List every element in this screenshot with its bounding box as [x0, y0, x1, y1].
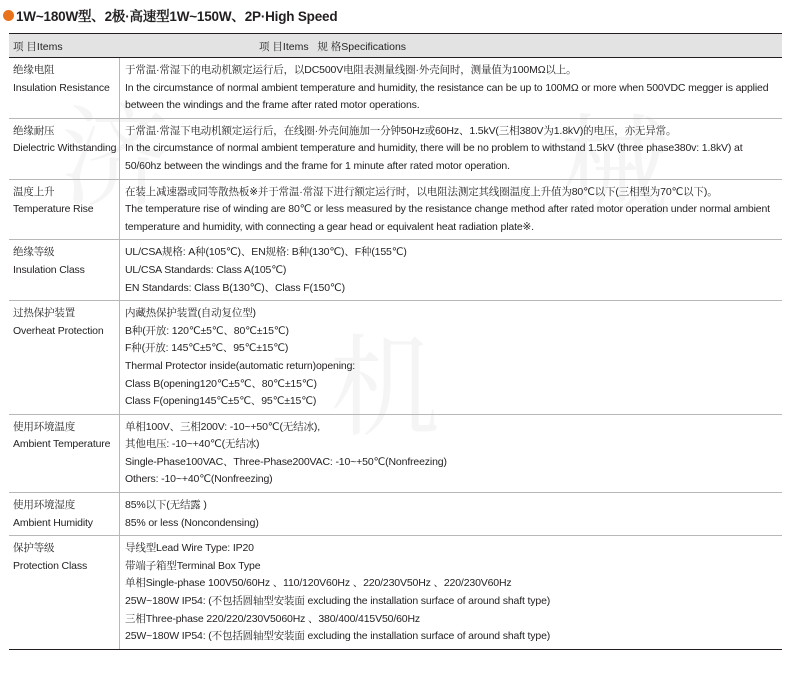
spec-line: F种(开放: 145℃±5℃、95℃±15℃): [125, 342, 289, 355]
item-name-en: Dielectric Withstanding: [13, 142, 117, 155]
spec-line: UL/CSA规格: A种(105℃)、EN规格: B种(130℃)、F种(155℃): [125, 246, 407, 259]
table-row: [9, 119, 782, 180]
spec-line: 带端子箱型Terminal Box Type: [125, 559, 261, 572]
item-name-en: Protection Class: [13, 559, 88, 572]
item-name-en: Insulation Class: [13, 263, 85, 276]
spec-cell: [120, 180, 782, 240]
spec-line: 于常温·常湿下电动机额定运行后，在线圈·外壳间施加一分钟50Hz或60Hz、1.5kV(三相380V为1.8kV)的电压，亦无异常。: [125, 124, 677, 137]
item-cell: [9, 301, 120, 414]
table-row: [9, 240, 782, 301]
item-cell: [9, 180, 120, 240]
spec-cell: [120, 493, 782, 535]
item-name-en: Temperature Rise: [13, 203, 94, 216]
spec-line: In the circumstance of normal ambient temperature and humidity, there will be no problem to withstand 1.5kV (three phase380v: 1.8kV) at 50/60hz between the windings and the frame for 1 minute after rated motor operation.: [125, 142, 743, 172]
spec-line: EN Standards: Class B(130℃)、Class F(150℃): [125, 281, 345, 294]
spec-line: In the circumstance of normal ambient temperature and humidity, the resistance can be up to 100MΩ or more when 500VDC megger is applied between the windings and the frame after rated motor operations.: [125, 81, 769, 112]
item-cell: [9, 58, 120, 118]
item-name-cn: 使用环境湿度: [13, 499, 76, 512]
item-name-cn: 绝缘耐压: [13, 124, 55, 137]
spec-line: B种(开放: 120℃±5℃、80℃±15℃): [125, 324, 289, 337]
item-name-cn: 温度上升: [13, 185, 55, 198]
table-header: [9, 34, 782, 58]
spec-line: Others: -10~+40℃(Nonfreezing): [125, 473, 273, 486]
spec-line: UL/CSA Standards: Class A(105℃): [125, 263, 287, 276]
spec-table: [9, 33, 782, 650]
spec-cell: [120, 240, 782, 300]
table-row: [9, 180, 782, 241]
item-cell: [9, 415, 120, 492]
spec-line: 85%以下(无结露 ): [125, 499, 207, 512]
spec-line: Thermal Protector inside(automatic return)opening:: [125, 359, 356, 372]
spec-line: 单相Single-phase 100V50/60Hz 、110/120V60Hz 、220/230V50Hz 、220/230V60Hz: [125, 577, 512, 590]
table-row: [9, 58, 782, 119]
spec-line: Single-Phase100VAC、Three-Phase200VAC: -10~+50℃(Nonfreezing): [125, 455, 447, 468]
spec-line: 于常温·常湿下的电动机额定运行后，以DC500V电阻表测量线圈·外壳间时，测量值为100MΩ以上。: [125, 64, 577, 76]
item-cell: [9, 536, 120, 649]
item-name-cn: 绝缘等级: [13, 246, 55, 259]
table-row: [9, 493, 782, 536]
section-title: 1W~180W型、2极·高速型1W~150W、2P·High Speed: [16, 9, 338, 24]
table-row: [9, 415, 782, 493]
item-name-en: Ambient Humidity: [13, 516, 93, 529]
spec-cell: [120, 301, 782, 414]
item-name-en: Ambient Temperature: [13, 438, 111, 451]
header-items: 项 目Items: [13, 41, 63, 53]
spec-line: 25W~180W IP54: (不包括圆轴型安装面 excluding the installation surface of around shaft type): [125, 630, 551, 643]
item-name-cn: 使用环境温度: [13, 420, 76, 433]
spec-line: Class F(opening145℃±5℃、95℃±15℃): [125, 395, 317, 408]
spec-line: 在装上减速器或同等散热板※并于常温·常湿下进行额定运行时，以电阻法测定其线圈温度上升值为80℃以下(三相型为70℃以下)。: [125, 185, 718, 198]
table-row: [9, 301, 782, 415]
spec-cell: [120, 119, 782, 179]
spec-cell: [120, 536, 782, 649]
header-specifications: 项 目Items 规 格Specifications: [259, 41, 407, 53]
spec-line: 其他电压: -10~+40℃(无结冰): [125, 438, 260, 451]
spec-line: 内藏热保护装置(自动复位型): [125, 307, 256, 320]
spec-line: 导线型Lead Wire Type: IP20: [125, 542, 254, 555]
spec-line: Class B(opening120℃±5℃、80℃±15℃): [125, 377, 317, 390]
spec-line: The temperature rise of winding are 80℃ or less measured by the resistance change method after rated motor operation under normal ambient temperature and humidity, with connecting a gear head or equivalent heat radiation plate※.: [125, 203, 770, 233]
item-cell: [9, 493, 120, 535]
spec-cell: [120, 58, 782, 118]
bullet-dot-icon: [3, 10, 14, 21]
spec-line: 三相Three-phase 220/220/230V5060Hz 、380/400/415V50/60Hz: [125, 612, 421, 625]
spec-line: 25W~180W IP54: (不包括圆轴型安装面 excluding the installation surface of around shaft type): [125, 595, 551, 608]
spec-line: 85% or less (Noncondensing): [125, 516, 259, 529]
table-row: [9, 536, 782, 649]
item-cell: [9, 240, 120, 300]
item-name-cn: 绝缘电阻: [13, 64, 55, 76]
item-name-cn: 保护等级: [13, 542, 55, 555]
item-cell: [9, 119, 120, 179]
section-title-row: [3, 4, 337, 26]
spec-cell: [120, 415, 782, 492]
item-name-en: Insulation Resistance: [13, 81, 110, 94]
item-name-en: Overheat Protection: [13, 324, 104, 337]
spec-line: 单相100V、三相200V: -10~+50℃(无结冰),: [125, 420, 320, 433]
item-name-cn: 过热保护装置: [13, 307, 76, 320]
